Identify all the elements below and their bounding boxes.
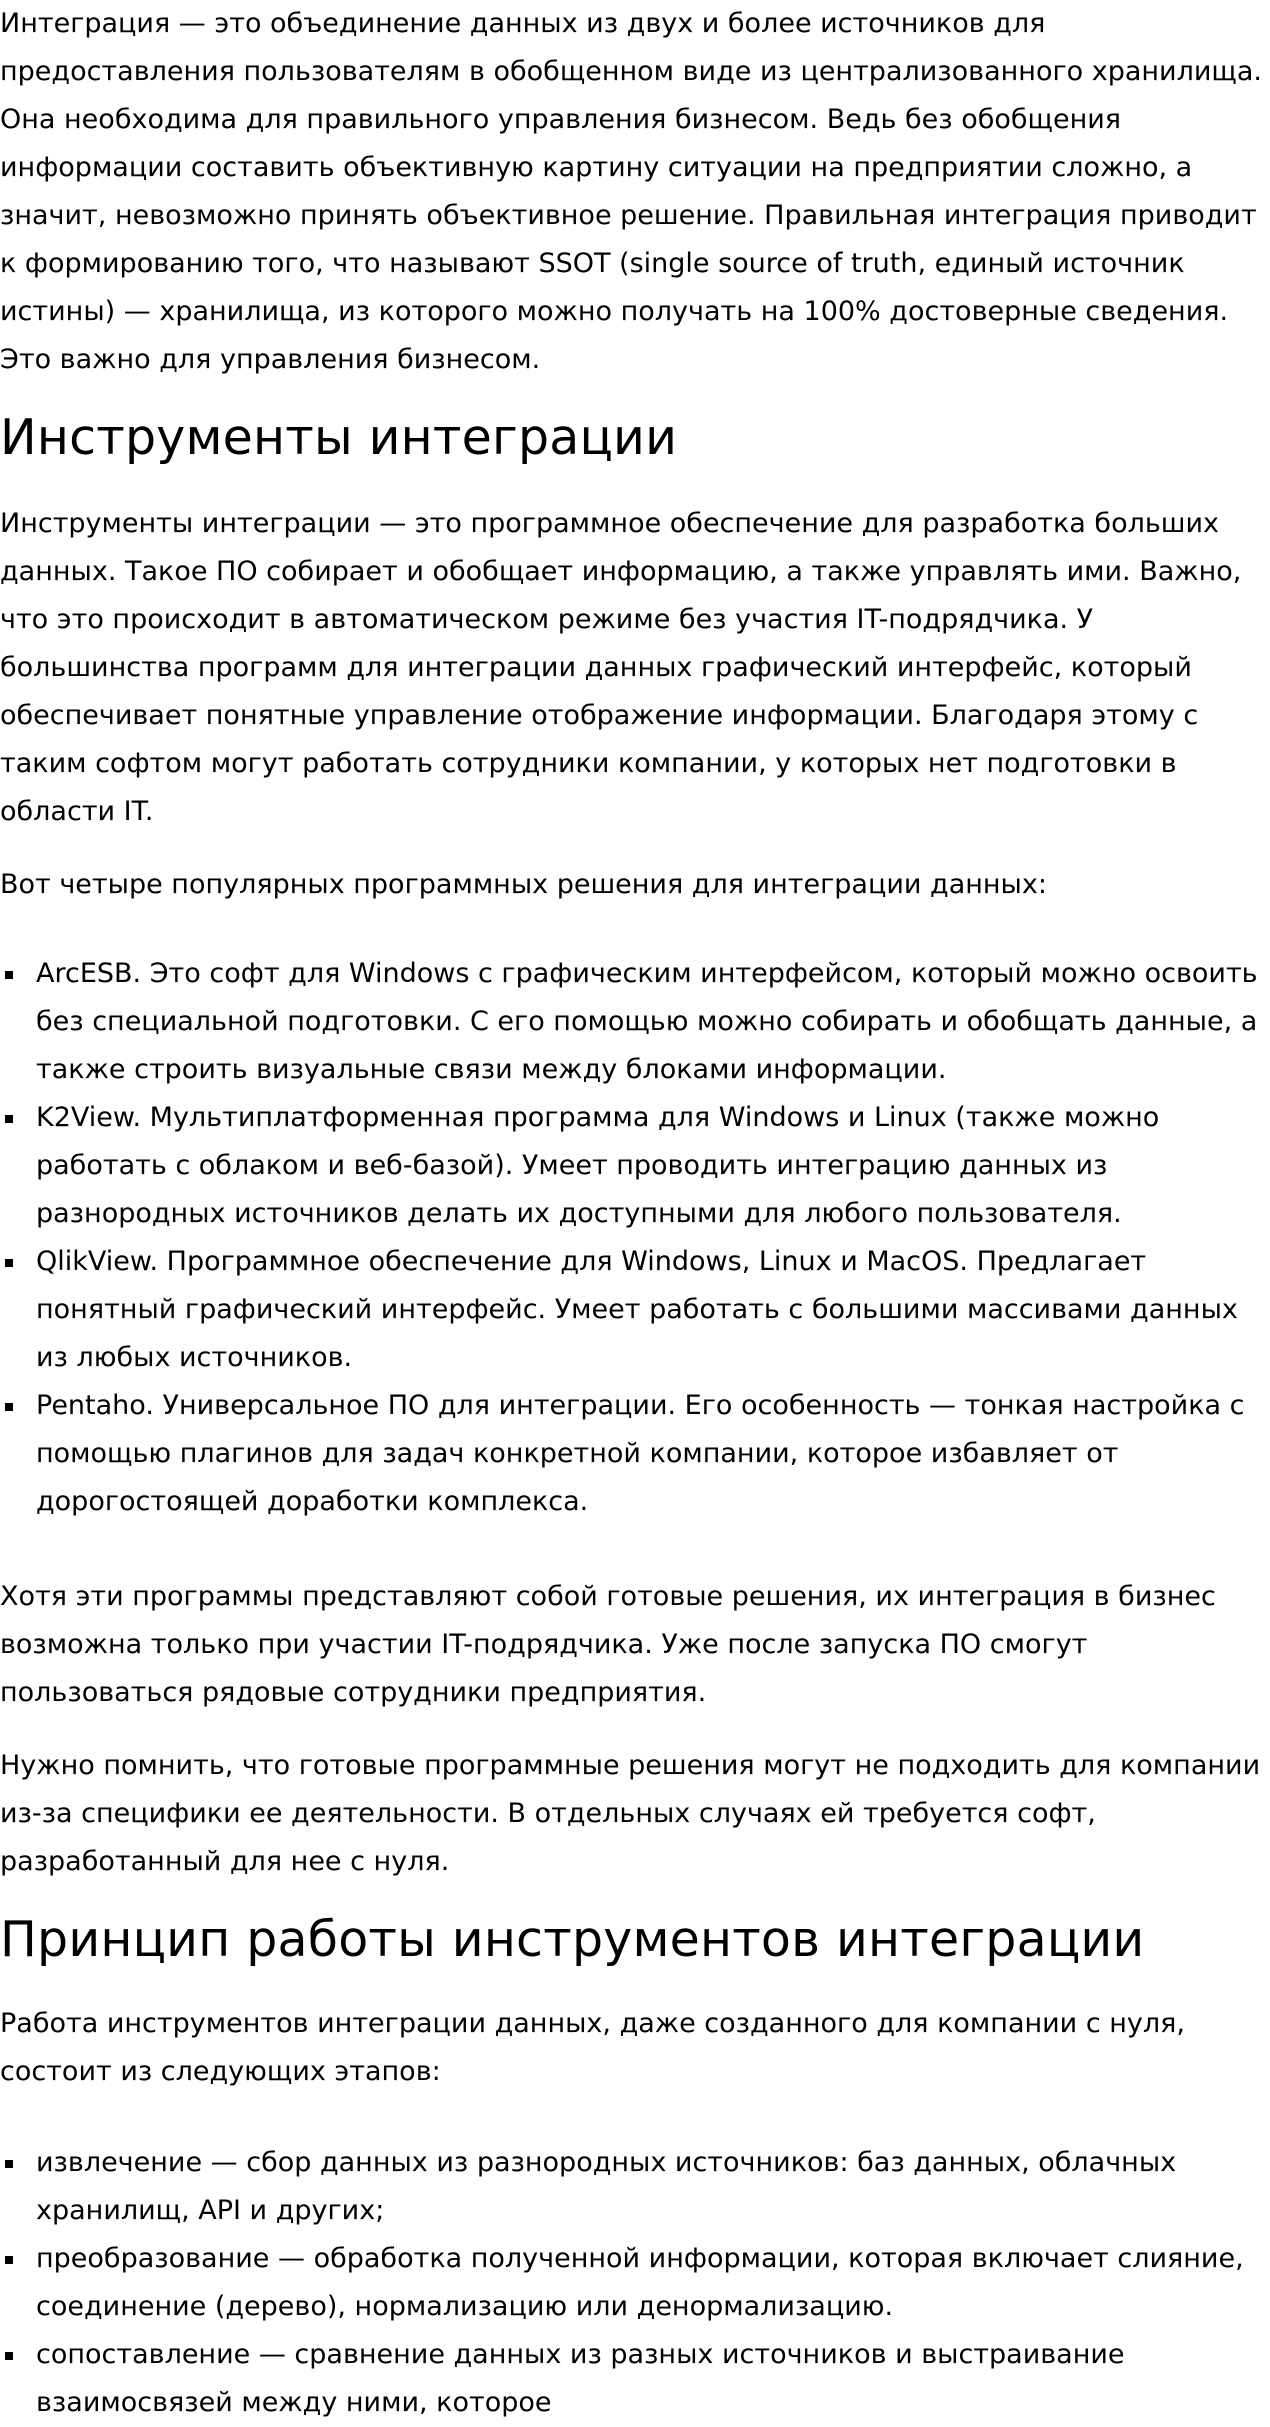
- principle-paragraph: Работа инструментов интеграции данных, даже созданного для компании с нуля, состоит из следующих этапов:: [0, 2008, 1185, 2087]
- section-heading-principle: Принцип работы инструментов интеграции: [0, 1911, 1145, 1968]
- tools-paragraph: Инструменты интеграции — это программное обеспечение для разработка больших данных. Такое ПО собирает и обобщает информацию, а также управлять ими. Важно, что это происходит в автоматическом режиме без участия IT-подрядчика. У большинства программ для интеграции данных графический интерфейс, который обеспечивает понятные управление отображение информации. Благодаря этому с таким софтом могут работать сотрудники компании, у которых нет подготовки в области IT.: [0, 508, 1242, 827]
- list-item: Pentaho. Универсальное ПО для интеграции. Его особенность — тонкая настройка с помощью плагинов для задач конкретной компании, которое избавляет от дорогостоящей доработки комплекса.: [0, 1382, 1270, 1526]
- tools-however-paragraph: Хотя эти программы представляют собой готовые решения, их интеграция в бизнес возможна только при участии IT-подрядчика. Уже после запуска ПО смогут пользоваться рядовые сотрудники предприятия.: [0, 1581, 1216, 1708]
- list-item: преобразование — обработка полученной информации, которая включает слияние, соединение (дерево), нормализацию или денормализацию.: [0, 2235, 1270, 2331]
- list-item: извлечение — сбор данных из разнородных источников: баз данных, облачных хранилищ, API и других;: [0, 2139, 1270, 2235]
- section-heading-tools: Инструменты интеграции: [0, 409, 678, 466]
- list-item: QlikView. Программное обеспечение для Windows, Linux и MacOS. Предлагает понятный графический интерфейс. Умеет работать с большими массивами данных из любых источников.: [0, 1238, 1270, 1382]
- stages-list: [0, 2139, 1270, 2427]
- tools-remember-paragraph: Нужно помнить, что готовые программные решения могут не подходить для компании из-за специфики ее деятельности. В отдельных случаях ей требуется софт, разработанный для нее с нуля.: [0, 1750, 1261, 1877]
- tools-list: [0, 950, 1270, 1526]
- list-item: ArcESB. Это софт для Windows с графическим интерфейсом, который можно освоить без специальной подготовки. С его помощью можно собирать и обобщать данные, а также строить визуальные связи между блоками информации.: [0, 950, 1270, 1094]
- intro-paragraph: Интеграция — это объединение данных из двух и более источников для предоставления пользователям в обобщенном виде из централизованного хранилища. Она необходима для правильного управления бизнесом. Ведь без обобщения информации составить объективную картину ситуации на предприятии сложно, а значит, невозможно принять объективное решение. Правильная интеграция приводит к формированию того, что называют SSOT (single source of truth, единый источник истины) — хранилища, из которого можно получать на 100% достоверные сведения. Это важно для управления бизнесом.: [0, 8, 1262, 375]
- list-item: сопоставление — сравнение данных из разных источников и выстраивание взаимосвязей между ними, которое: [0, 2331, 1270, 2427]
- tools-list-intro: Вот четыре популярных программных решения для интеграции данных:: [0, 869, 1047, 900]
- list-item: K2View. Мультиплатформенная программа для Windows и Linux (также можно работать с облаком и веб-базой). Умеет проводить интеграцию данных из разнородных источников делать их доступными для любого пользователя.: [0, 1094, 1270, 1238]
